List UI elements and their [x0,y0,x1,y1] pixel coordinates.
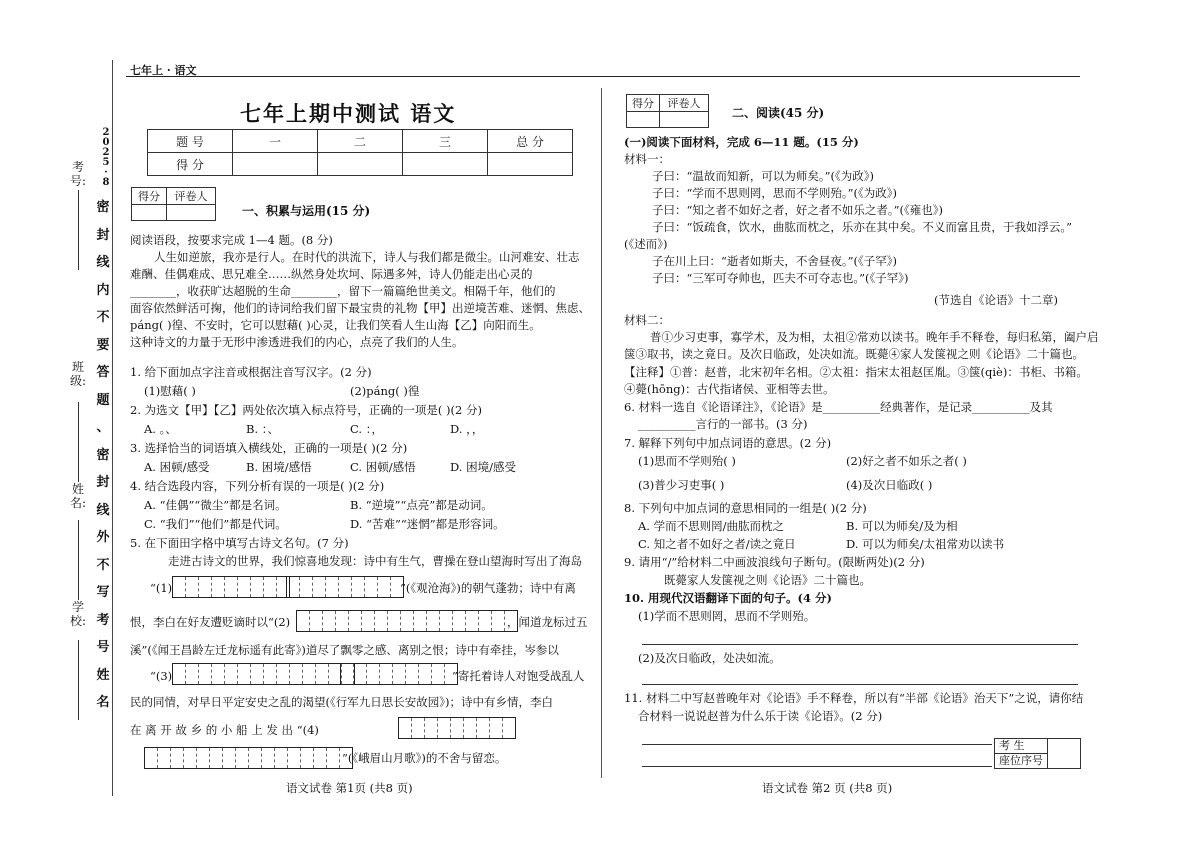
score-header-cell: 一 [233,130,318,153]
grid-cell[interactable] [339,577,352,597]
grid-cell[interactable] [432,664,445,684]
material-1-line: (《述而》) [624,237,668,251]
grid-cell[interactable] [367,664,380,684]
q5-mark-3: “(3) [150,669,173,683]
q5-line: ”(《观沧海》)的朝气蓬勃；诗中有离 [400,581,576,595]
grid-cell[interactable] [393,664,406,684]
grid-cell[interactable] [310,611,323,631]
score-header-cell: 题 号 [148,130,233,153]
score-row-label: 得 分 [148,153,233,176]
page-header: 七年上 · 语文 [130,64,197,77]
xuexiao-line[interactable] [78,640,79,720]
seat-number-box [994,738,1081,769]
q11-text-cont: 合材料一说说赵普为什么乐于读《论语》。(2 分) [638,709,883,723]
passage-line: 面容依然鲜活可掬，他们的诗词给我们留下最宝贵的礼物【甲】出逆境苦难、迷惘、焦虑、 [130,301,590,315]
passage-line: páng( )徨、不安时，它可以慰藉( )心灵，让我们笑看人生山海【乙】向阳而生。 [130,318,541,332]
fold-char: 密 [96,447,110,463]
answer-line[interactable] [642,766,992,767]
grid-cell[interactable] [264,664,277,684]
banji-line[interactable] [78,402,79,482]
q11-text: 11. 材料二中写赵普晚年对《论语》手不释卷，所以有“半部《论语》治天下”之说，请你结 [624,691,1084,705]
grid-cell[interactable] [225,577,238,597]
grid-cell[interactable] [375,611,388,631]
exam-title: 七年上期中测试 语文 [240,101,457,126]
q8-text: 8. 下列句中加点词的意思相同的一组是( )(2 分) [624,501,867,515]
grader-name-label: 评卷人 [167,188,216,205]
grid-cell[interactable] [251,577,264,597]
material-1-line: 子曰：“知之者不如好之者，好之者不如乐之者。”(《雍也》) [652,203,943,217]
score-table [147,129,573,176]
q4-option-b[interactable]: B. “逆境”“点亮”都是动词。 [350,498,493,512]
year-char: 0 [102,137,110,148]
q3-text: 3. 选择恰当的词语填入横线处，正确的一项是( )(2 分) [130,441,408,455]
grid-cell[interactable] [290,664,303,684]
grader-box-1 [131,187,216,221]
q2-option-b[interactable]: B. ：、 [246,422,280,436]
q8-option-d[interactable]: D. 可以为师矣/太祖常劝以读书 [846,537,1004,551]
q9-sentence: 既薨家人发箧视之则《论语》二十篇也。 [664,573,871,587]
reading-1-intro: (一)阅读下面材料，完成 6—11 题。(15 分) [624,135,859,149]
q8-option-a[interactable]: A. 学而不思则罔/曲肱而枕之 [638,519,784,533]
answer-line[interactable] [642,644,1078,645]
q5-line: 溪”(《闻王昌龄左迁龙标遥有此寄》)道尽了飘零之感、离别之恨；诗中有牵挂，岑参以 [130,643,559,657]
material-1-cont [652,253,908,287]
grid-cell[interactable] [425,718,438,738]
grid-cell[interactable] [352,577,365,597]
grader-name-label: 评卷人 [660,95,709,112]
grid-cell[interactable] [399,718,412,738]
grid-cell[interactable] [288,748,301,768]
fold-char: 不 [96,557,110,573]
score-cell[interactable] [488,153,573,176]
fold-char: 线 [96,502,110,518]
q5-line: ”寄托着诗人对饱受战乱人 [452,669,585,683]
grid-cell[interactable] [316,664,329,684]
fold-char: 写 [96,585,110,600]
grid-cell[interactable] [336,611,349,631]
grid-cell[interactable] [477,718,490,738]
grid-cell[interactable] [171,748,184,768]
passage-line: 难酬、佳偶难成、思兄难全……纵然身处坎坷、际遇多舛，诗人仍能走出心灵的 [130,267,533,281]
footer-left: 语文试卷 第1页 (共8 页) [286,781,413,795]
column-divider [601,88,602,778]
grid-cell[interactable] [490,718,503,738]
q8-option-c[interactable]: C. 知之者不如好之者/读之竟日 [638,537,796,551]
grader-score-label: 得分 [627,95,660,112]
q10-sentence-2: (2)及次日临政，处决如流。 [638,651,781,665]
grid-cell[interactable] [440,611,453,631]
material-1-source: (节选自《论语》十二章) [934,293,1058,307]
grid-cell[interactable] [210,748,223,768]
material-2-line: 普①少习吏事，寡学术，及为相，太祖②常劝以读书。晚年手不释卷，每归私第，阖户启 [650,330,1099,344]
fold-char: 封 [96,475,110,490]
answer-line[interactable] [642,744,992,745]
year-char: 8 [102,177,110,188]
grid-cell[interactable] [365,577,378,597]
q4-option-c[interactable]: C. “我们”“他们”都是代词。 [144,517,287,531]
q4-text: 4. 结合选段内容，下列分析有误的一项是( )(2 分) [130,479,385,493]
grader-score-label: 得分 [132,188,167,205]
q6-text: 6. 材料一选自《论语译注》，《论语》是__________经典著作，是记录__________及其 [624,400,1053,414]
grid-cell[interactable] [287,577,300,597]
grid-cell[interactable] [362,611,375,631]
fold-char: 封 [96,227,110,243]
grid-cell[interactable] [238,664,251,684]
year-char: 5 [102,157,110,168]
grid-cell[interactable] [145,748,158,768]
score-cell[interactable] [318,153,403,176]
material-1-line: 子曰：“学而不思则罔，思而不学则殆。”(《为政》) [652,186,897,200]
grid-answer-4a[interactable] [398,717,516,739]
q3-option-d[interactable]: D. 困境/感受 [450,460,516,474]
answer-line[interactable] [642,684,1078,685]
grid-cell[interactable] [197,748,210,768]
score-header-cell: 二 [318,130,403,153]
grid-cell[interactable] [327,748,340,768]
binding-line [112,60,113,796]
score-cell[interactable] [233,153,318,176]
grid-cell[interactable] [412,718,425,738]
q2-option-d[interactable]: D. ，， [450,422,484,436]
notes-line: ④薨(hōng)：古代指诸侯、亚相等去世。 [624,382,835,396]
fold-char: 内 [96,282,110,298]
q4-option-a[interactable]: A. “佳偶”“微尘”都是名词。 [144,498,287,512]
grid-cell[interactable] [264,577,277,597]
grid-cell[interactable] [251,664,264,684]
grid-cell[interactable] [314,748,327,768]
material-2-label: 材料二： [624,313,670,327]
grid-answer-4b[interactable] [144,747,353,769]
material-1-line: 子曰：“三军可夺帅也，匹夫不可夺志也。”(《子罕》) [652,271,909,285]
q2-option-a[interactable]: A. 。、 [144,422,177,436]
grid-cell[interactable] [236,748,249,768]
q5-mark-1: “(1) [150,581,173,595]
grid-cell[interactable] [378,577,391,597]
grid-cell[interactable] [225,664,238,684]
q7-text: 7. 解释下列句中加点词语的意思。(2 分) [624,436,832,450]
grid-cell[interactable] [249,748,262,768]
material-1-line: 子曰：“温故而知新，可以为师矣。”(《为政》) [652,169,874,183]
grid-cell[interactable] [492,611,505,631]
grid-cell[interactable] [313,577,326,597]
grid-cell[interactable] [414,611,427,631]
q5-text: 5. 在下面田字格中填写古诗文名句。(7 分) [130,536,349,550]
q3-option-b[interactable]: B. 困境/感悟 [246,460,312,474]
footer-right: 语文试卷 第2 页 (共8 页) [762,781,893,795]
material-1-line: 子在川上曰：“逝者如斯夫，不舍昼夜。”(《子罕》) [652,254,897,268]
grid-answer-1a[interactable] [172,576,290,598]
fold-char: 要 [96,337,110,353]
grid-cell[interactable] [323,611,336,631]
q3-option-c[interactable]: C. 困顿/感悟 [350,460,416,474]
q10-text: 10. 用现代汉语翻译下面的句子。(4 分) [624,591,832,605]
notes-line: 【注释】①普：赵普，北宋初年名相。②太祖：指宋太祖赵匡胤。③箧(qiè)：书柜、书箱。 [624,365,1088,379]
grader-name-cell[interactable] [660,112,709,128]
grid-cell[interactable] [275,748,288,768]
q1-option: (1)慰藉( ) [144,384,196,398]
grader-score-cell[interactable] [627,112,660,128]
label-banji: 班级: [70,360,87,388]
section-1-heading: 一、积累与运用(15 分) [242,204,371,218]
grid-cell[interactable] [453,611,466,631]
grid-cell[interactable] [212,664,225,684]
q7-option: (1)思而不学则殆( ) [638,454,736,468]
fold-char: 答 [96,365,110,380]
fold-char: 号 [96,640,110,655]
year-vertical [100,128,112,188]
header-rule [126,76,1080,77]
score-header-cell: 三 [403,130,488,153]
q7-option: (2)好之者不如乐之者( ) [846,454,967,468]
year-char: 2 [102,127,110,138]
grid-cell[interactable] [438,718,451,738]
grid-cell[interactable] [301,748,314,768]
grid-cell[interactable] [466,611,479,631]
grader-name-cell[interactable] [167,205,216,221]
q5-line: 恨，李白在好友遭贬谪时以“(2) [130,615,291,629]
grid-answer-3a[interactable] [172,663,355,685]
grid-cell[interactable] [427,611,440,631]
grid-cell[interactable] [349,611,362,631]
xingming-line[interactable] [78,520,79,600]
grid-cell[interactable] [262,748,275,768]
fold-char: 、 [96,420,110,435]
grid-answer-1b[interactable] [286,576,404,598]
grid-cell[interactable] [238,577,251,597]
seat-number-cell[interactable] [1048,739,1081,769]
grid-cell[interactable] [479,611,492,631]
grader-box-2 [626,94,709,128]
grid-cell[interactable] [186,577,199,597]
grid-cell[interactable] [401,611,414,631]
material-2-line: 箧③取书，读之竟日。及次日临政，处决如流。既薨④家人发箧视之则《论语》二十篇也。 [624,347,1084,361]
q5-line: ，闻道龙标过五 [507,615,588,629]
grid-cell[interactable] [354,664,367,684]
grid-cell[interactable] [326,577,339,597]
fold-char: 考 [96,612,110,628]
grid-cell[interactable] [173,664,186,684]
q4-option-d[interactable]: D. “苦难”“迷惘”都是形容词。 [350,517,505,531]
fold-char: 不 [96,310,110,325]
label-kaohao: 考号: [70,160,87,188]
q6-text-cont: __________言行的一部书。(3 分) [638,417,808,431]
grid-cell[interactable] [388,611,401,631]
grid-cell[interactable] [297,611,310,631]
section-2-heading: 二、阅读(45 分) [732,106,825,120]
fold-char: 名 [96,695,110,710]
grid-cell[interactable] [199,577,212,597]
q3-option-a[interactable]: A. 困顿/感受 [144,460,210,474]
q7-option: (3)普少习吏事( ) [638,478,725,492]
passage [130,249,590,351]
grid-cell[interactable] [186,664,199,684]
grid-cell[interactable] [419,664,432,684]
material-1-line: 子曰：“饭疏食，饮水，曲肱而枕之，乐亦在其中矣。不义而富且贵，于我如浮云。” [652,220,1073,234]
q2-text: 2. 为选文【甲】【乙】两处依次填入标点符号，正确的一项是( )(2 分) [130,403,482,417]
q10-sentence-1: (1)学而不思则罔，思而不学则殆。 [638,609,816,623]
q5-line: 走进古诗文的世界，我们惊喜地发现：诗中有生气，曹操在登山望海时写出了海岛 [168,554,582,568]
label-xuexiao: 学校: [70,600,87,628]
q5-line: 民的同情，对早日平定安史之乱的渴望(《行军九日思长安故园》)；诗中有乡情，李白 [130,695,553,709]
score-cell[interactable] [403,153,488,176]
fold-char: 外 [96,530,110,545]
grid-cell[interactable] [173,577,186,597]
grid-cell[interactable] [380,664,393,684]
seat-label: 座位序号 [995,754,1048,769]
grid-cell[interactable] [464,718,477,738]
year-char: · [104,167,108,178]
grid-answer-2[interactable] [296,610,518,632]
grid-cell[interactable] [158,748,171,768]
passage-line: ________，收获旷达超脱的生命________，留下一篇篇绝世美文。相隔千年，他们的 [130,284,556,298]
grid-cell[interactable] [212,577,225,597]
q1-text: 1. 给下面加点字注音或根据注音写汉字。(2 分) [130,365,372,379]
grid-cell[interactable] [503,718,515,738]
q1-option: (2)páng( )徨 [350,384,420,398]
fold-char: 线 [96,255,110,270]
score-header-cell: 总 分 [488,130,573,153]
grid-cell[interactable] [223,748,236,768]
kaohao-line[interactable] [78,190,79,270]
grid-cell[interactable] [199,664,212,684]
grid-answer-3b[interactable] [340,663,458,685]
q2-option-c[interactable]: C. ：， [350,422,383,436]
fold-char: 密 [96,200,110,215]
year-char: 2 [102,147,110,158]
seat-label: 考 生 [995,739,1048,754]
grid-cell[interactable] [451,718,464,738]
material-1 [652,168,1072,236]
label-xingming: 姓名: [70,482,87,510]
q5-line: 在 离 开 故 乡 的 小 船 上 发 出 “(4) [130,723,319,737]
grid-cell[interactable] [303,664,316,684]
reading-intro: 阅读语段，按要求完成 1—4 题。(8 分) [130,233,333,247]
q9-text: 9. 请用“/”给材料二中画波浪线句子断句。(限断两处)(2 分) [624,555,925,569]
passage-line: 这种诗文的力量于无形中渗透进我们的内心，点亮了我们的人生。 [130,335,464,349]
grid-cell[interactable] [277,664,290,684]
fold-char: 题 [96,392,110,408]
grader-score-cell[interactable] [132,205,167,221]
grid-cell[interactable] [184,748,197,768]
grid-cell[interactable] [406,664,419,684]
grid-cell[interactable] [300,577,313,597]
q5-line: ”(《峨眉山月歌》)的不舍与留恋。 [342,751,507,765]
q7-option: (4)及次日临政( ) [846,478,933,492]
grid-cell[interactable] [341,664,354,684]
fold-char: 姓 [96,667,110,683]
material-1-label: 材料一： [624,152,670,166]
passage-line: 人生如逆旅，我亦是行人。在时代的洪流下，诗人与我们都是微尘。山河难安、壮志 [154,250,580,264]
q8-option-b[interactable]: B. 可以为师矣/及为相 [846,519,958,533]
